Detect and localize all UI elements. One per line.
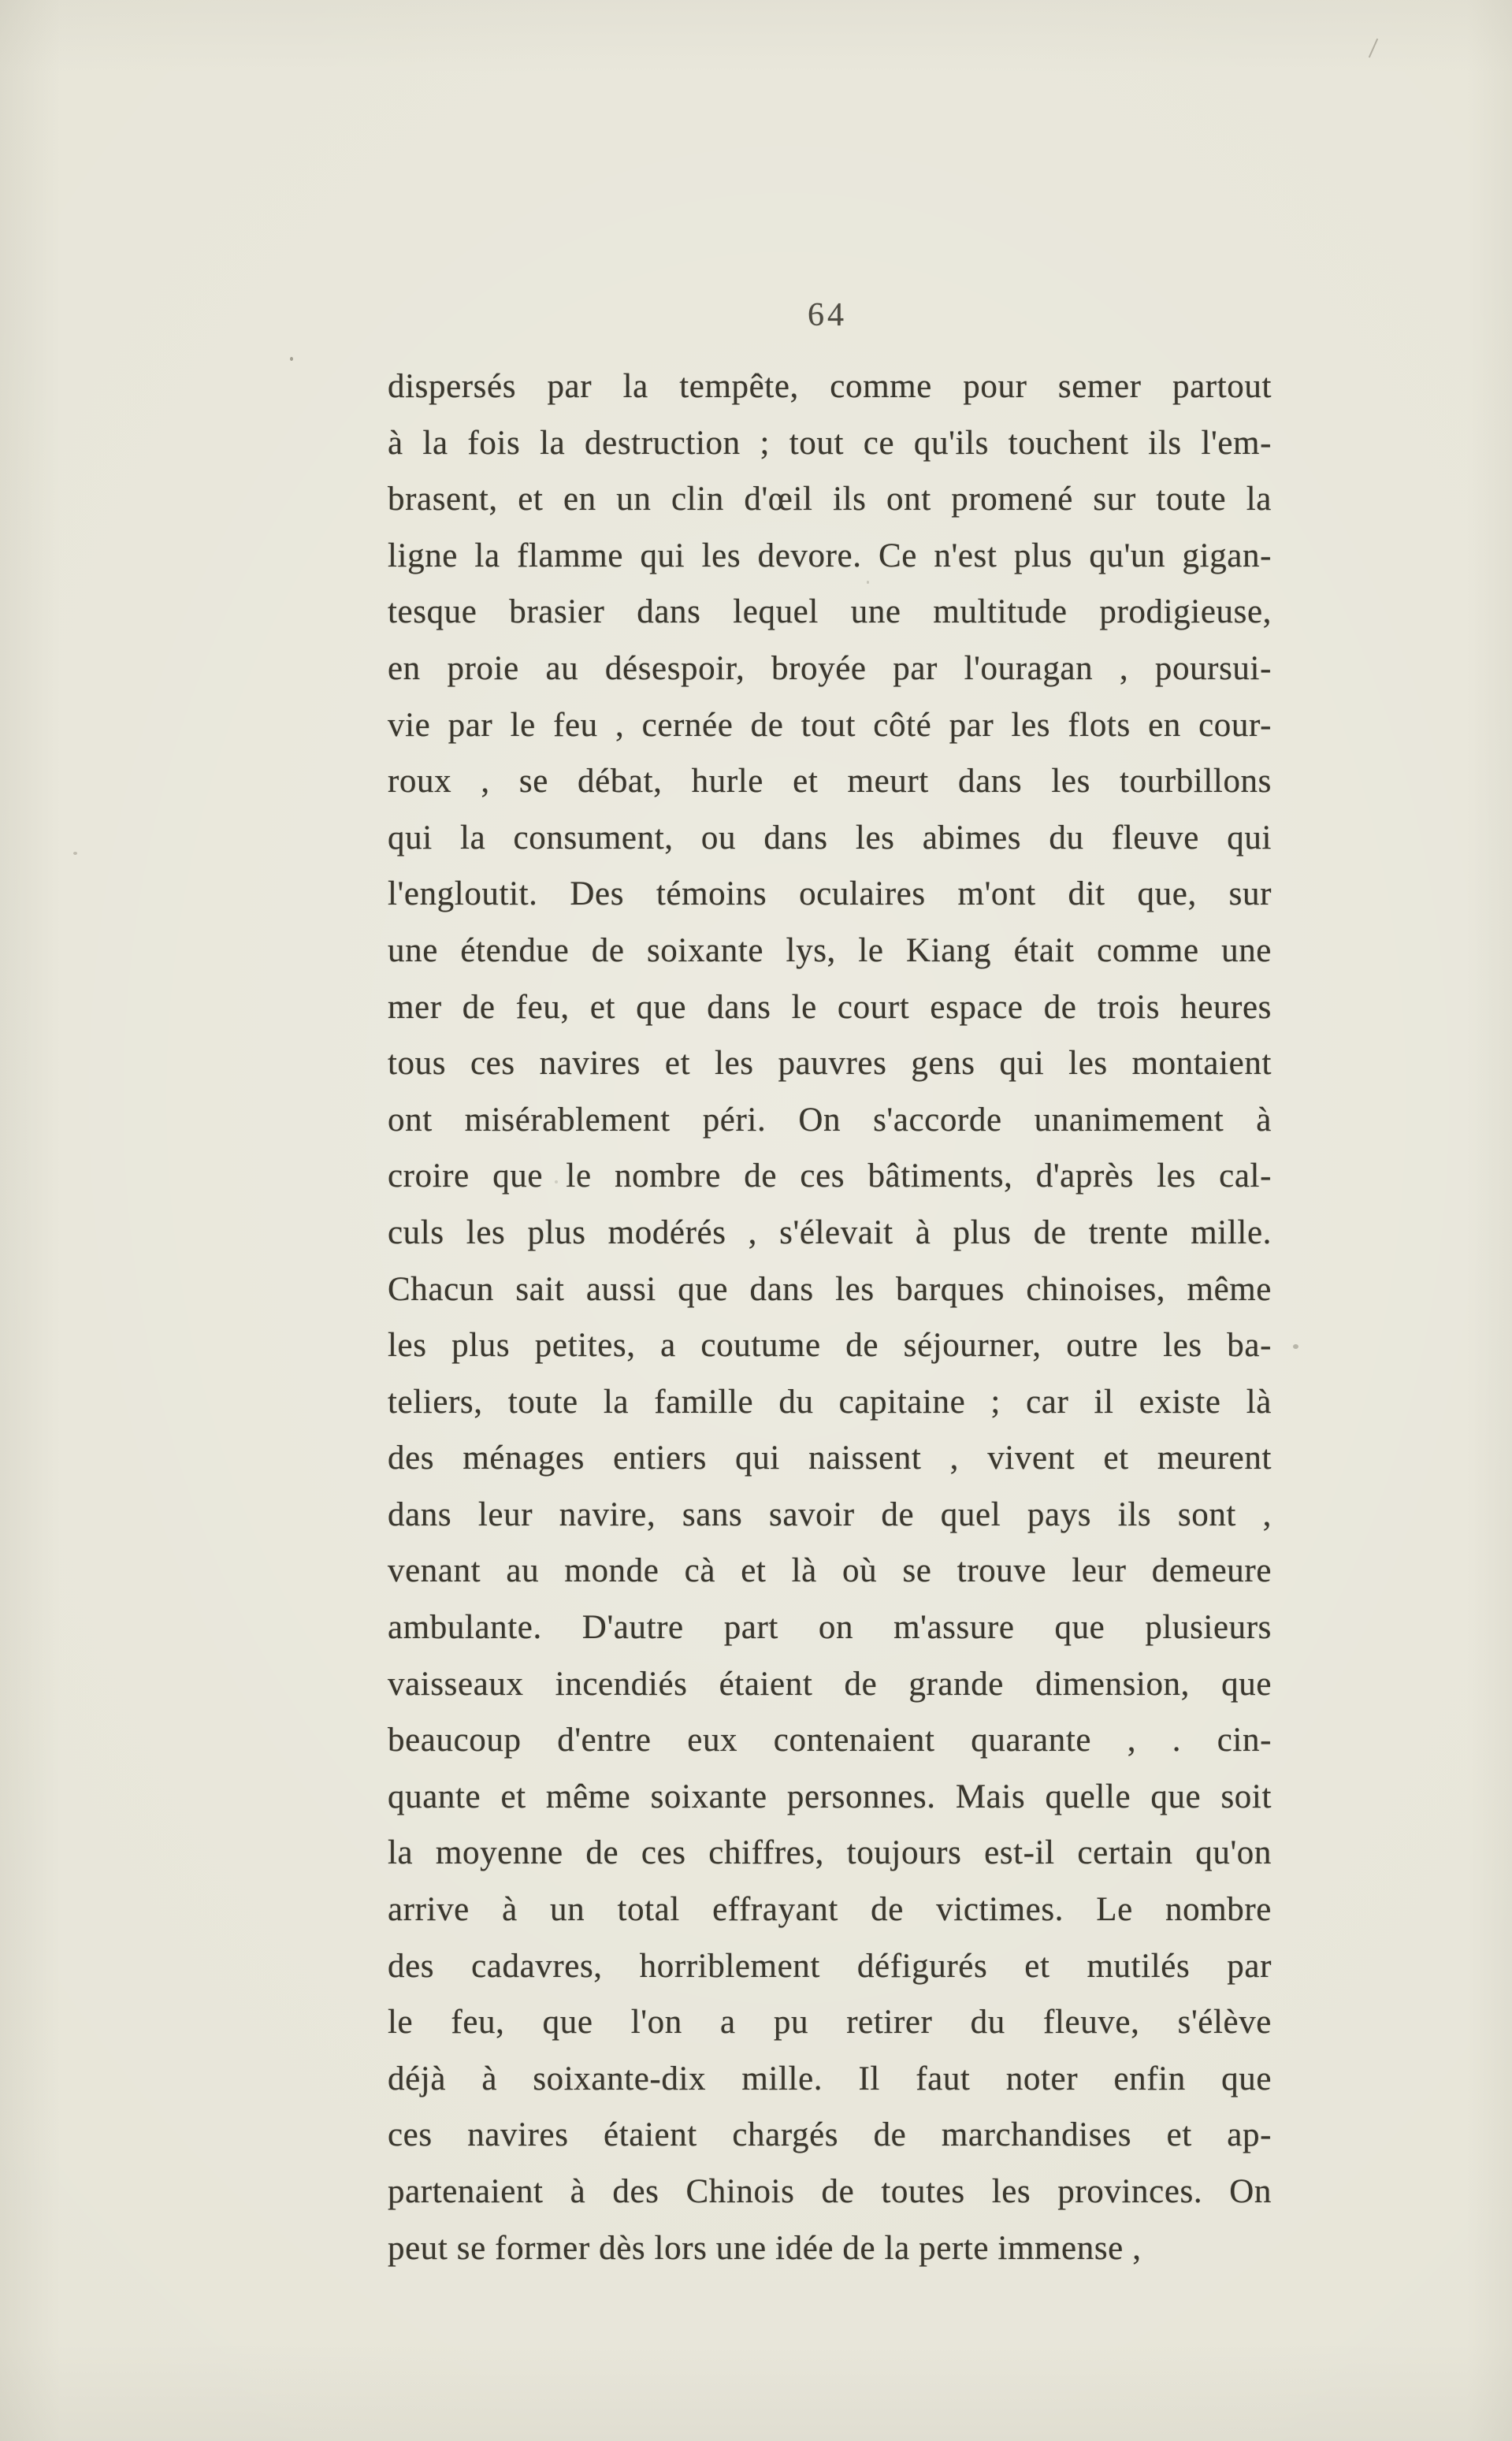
text-line: des ménages entiers qui naissent , vivent et meurent xyxy=(388,1440,1272,1477)
text-line: arrive à un total effrayant de victimes. Le nombre xyxy=(388,1891,1272,1929)
paper-speck xyxy=(555,1180,558,1183)
text-line: dans leur navire, sans savoir de quel pays ils sont , xyxy=(388,1495,1272,1533)
text-line: qui la consument, ou dans les abimes du fleuve qui xyxy=(388,819,1272,856)
text-line: des cadavres, horriblement défigurés et mutilés par xyxy=(388,1947,1272,1985)
text-line: venant au monde cà et là où se trouve leur demeure xyxy=(388,1552,1272,1590)
text-line: croire que le nombre de ces bâtiments, d'après les cal- xyxy=(388,1157,1272,1195)
text-line: dispersés par la tempête, comme pour semer partout xyxy=(388,368,1272,405)
text-line: Chacun sait aussi que dans les barques chinoises, même xyxy=(388,1270,1272,1308)
text-line: ont misérablement péri. On s'accorde unanimement à xyxy=(388,1101,1272,1139)
text-line: vie par le feu , cernée de tout côté par les flots en cour- xyxy=(388,706,1272,744)
page-text xyxy=(388,359,1272,2276)
page-number: 64 xyxy=(808,297,847,333)
text-line: tous ces navires et les pauvres gens qui les montaient xyxy=(388,1045,1272,1083)
text-line: tesque brasier dans lequel une multitude prodigieuse, xyxy=(388,593,1272,631)
text-line: partenaient à des Chinois de toutes les provinces. On xyxy=(388,2173,1272,2210)
text-line: une étendue de soixante lys, le Kiang était comme une xyxy=(388,931,1272,969)
text-line: brasent, et en un clin d'œil ils ont promené sur toute la xyxy=(388,481,1272,518)
paper-speck xyxy=(290,357,293,361)
text-line: les plus petites, a coutume de séjourner, outre les ba- xyxy=(388,1327,1272,1365)
text-line: ces navires étaient chargés de marchandises et ap- xyxy=(388,2116,1272,2154)
paper-scratch xyxy=(1369,39,1378,58)
text-line: déjà à soixante-dix mille. Il faut noter enfin que xyxy=(388,2060,1272,2097)
text-line: ambulante. D'autre part on m'assure que plusieurs xyxy=(388,1609,1272,1647)
text-line: roux , se débat, hurle et meurt dans les tourbillons xyxy=(388,763,1272,801)
text-line: teliers, toute la famille du capitaine ; car il existe là xyxy=(388,1383,1272,1421)
text-line: peut se former dès lors une idée de la perte immense , xyxy=(388,2229,1142,2267)
text-line: ligne la flamme qui les devore. Ce n'est plus qu'un gigan- xyxy=(388,537,1272,574)
text-line: la moyenne de ces chiffres, toujours est-il certain qu'on xyxy=(388,1834,1272,1872)
text-line: vaisseaux incendiés étaient de grande dimension, que xyxy=(388,1665,1272,1703)
text-line: mer de feu, et que dans le court espace de trois heures xyxy=(388,988,1272,1026)
text-line: culs les plus modérés , s'élevait à plus de trente mille. xyxy=(388,1213,1272,1251)
text-line: l'engloutit. Des témoins oculaires m'ont dit que, sur xyxy=(388,875,1272,913)
paper-speck xyxy=(867,581,869,584)
text-line: beaucoup d'entre eux contenaient quarante , . cin- xyxy=(388,1722,1272,1759)
text-line: à la fois la destruction ; tout ce qu'ils touchent ils l'em- xyxy=(388,424,1272,462)
text-line: le feu, que l'on a pu retirer du fleuve, s'élève xyxy=(388,2004,1272,2042)
text-line: en proie au désespoir, broyée par l'ouragan , poursui- xyxy=(388,649,1272,687)
paper-speck xyxy=(1293,1344,1298,1349)
text-line: quante et même soixante personnes. Mais quelle que soit xyxy=(388,1778,1272,1815)
paper-speck xyxy=(73,852,77,855)
